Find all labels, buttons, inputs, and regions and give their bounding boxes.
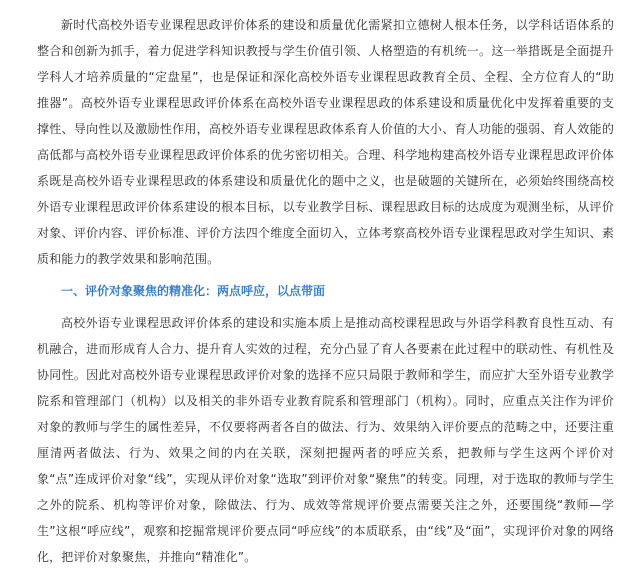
paragraph-intro: 新时代高校外语专业课程思政评价体系的建设和质量优化需紧扣立德树人根本任务，以学科话语体系的整合和创新为抓手，着力促进学科知识教授与学生价值引领、人格塑造的有机统一。这一举措既是全面提升学科人才培养质量的“定盘星”，也是保证和深化高校外语专业课程思政教育全员、全程、全方位育人的“助推器”。高校外语专业课程思政评价体系在高校外语专业课程思政的体系建设和质量优化中发挥着重要的支撑性、导向性以及激励性作用，高校外语专业课程思政体系育人价值的大小、育人功能的强弱、育人效能的高低都与高校外语专业课程思政评价体系的优劣密切相关。合理、科学地构建高校外语专业课程思政评价体系既是高校外语专业课程思政的体系建设和质量优化的题中之义，也是破题的关键所在，必须始终围绕高校外语专业课程思政评价体系建设的根本目标，以专业教学目标、课程思政目标的达成度为观测坐标，从评价对象、评价内容、评价标准、评价方法四个维度全面切入，立体考察高校外语专业课程思政对学生知识、素质和能力的教学效果和影响范围。 [37, 18, 614, 266]
section-heading: 一、评价对象聚焦的精准化：两点呼应，以点带面 [61, 284, 326, 298]
paragraph-section-one: 高校外语专业课程思政评价体系的建设和实施本质上是推动高校课程思政与外语学科教育良性互动、有机融合，进而形成育人合力、提升育人实效的过程，充分凸显了育人各要素在此过程中的联动性、有机性及协同性。因此对高校外语专业课程思政评价对象的选择不应只局限于教师和学生，而应扩大至外语专业教学院系和管理部门（机构）以及相关的非外语专业教育院系和管理部门（机构）。同时，应重点关注作为评价对象的教师与学生的属性差异，不仅要将两者各自的做法、行为、效果纳入评价要点的范畴之中，还要注重厘清两者做法、行为、效果之间的内在关联，深刻把握两者的呼应关系，把教师与学生这两个评价对象“点”连成评价对象“线”，实现从评价对象“选取”到评价对象“聚焦”的转变。同理，对于选取的教师与学生之外的院系、机构等评价对象，除做法、行为、成效等常规评价要点需要关注之外，还要围绕“教师—学生”这根“呼应线”，观察和挖掘常规评价要点同“呼应线”的本质联系，由“线”及“面”，实现评价对象的网络化，把评价对象聚焦，并推向“精准化”。 [37, 316, 614, 564]
